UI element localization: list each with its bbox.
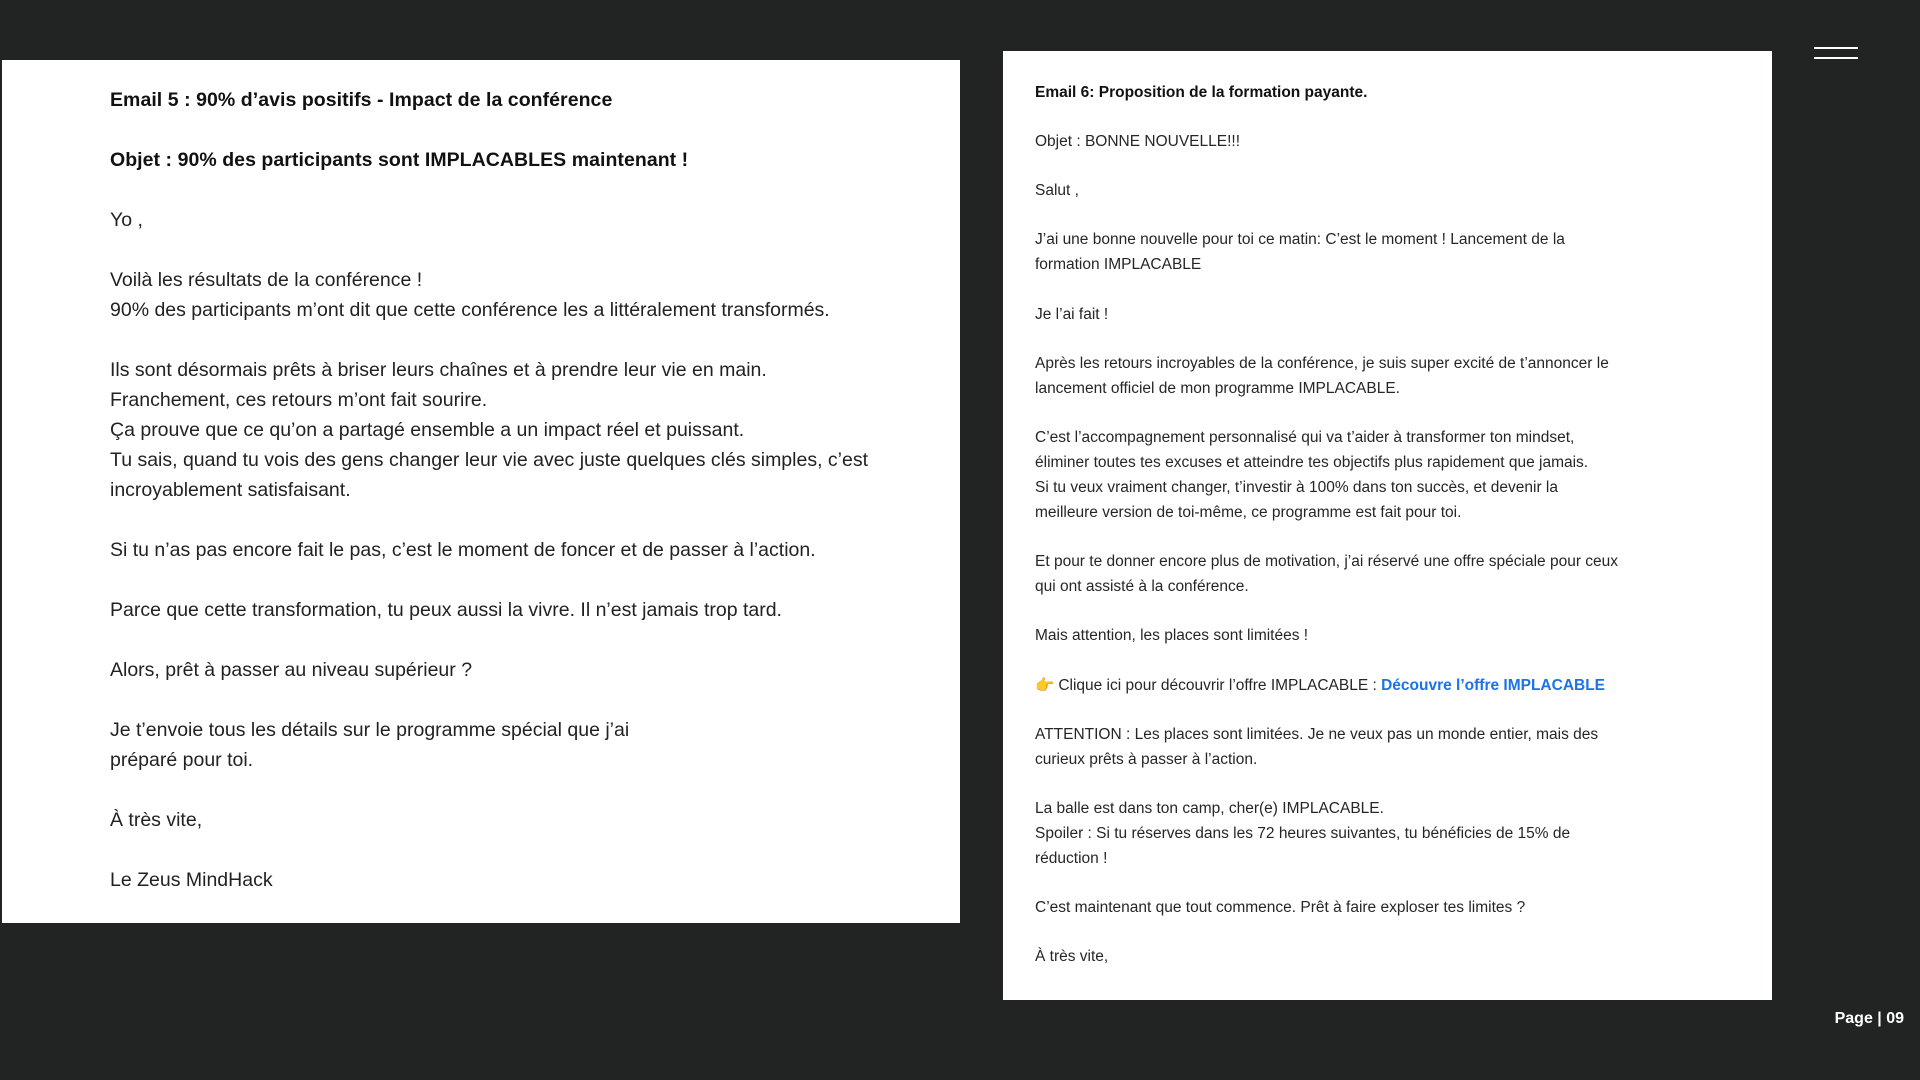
email-5-paragraph — [110, 535, 960, 565]
email-5-line: Yo , — [110, 209, 143, 231]
email-5-paragraph — [110, 655, 960, 685]
email-6-line: éliminer toutes tes excuses et atteindre tes objectifs plus rapidement que jamais. — [1035, 453, 1589, 471]
email-6-line: Objet : BONNE NOUVELLE!!! — [1035, 132, 1241, 150]
email-6-line: formation IMPLACABLE — [1035, 256, 1202, 274]
email-6-line: Spoiler : Si tu réserves dans les 72 heures suivantes, tu bénéficies de 15% de — [1035, 824, 1571, 842]
email-6-paragraph — [1035, 130, 1772, 155]
email-6-body-after — [1035, 723, 1772, 970]
email-6-line: C’est maintenant que tout commence. Prêt à faire exploser tes limites ? — [1035, 899, 1526, 917]
page-number: Page | 09 — [1834, 1010, 1904, 1027]
offer-link[interactable]: Découvre l’offre IMPLACABLE — [1381, 676, 1606, 694]
email-6-paragraph — [1035, 945, 1772, 970]
email-5-paragraph — [110, 595, 960, 625]
email-5-line: À très vite, — [110, 809, 203, 831]
email-5-line: Ils sont désormais prêts à briser leurs chaînes et à prendre leur vie en main. — [110, 359, 767, 381]
email-6-paragraph — [1035, 179, 1772, 204]
email-6-line: Et pour te donner encore plus de motivation, j’ai réservé une offre spéciale pour ceux — [1035, 552, 1619, 570]
email-5-line: Voilà les résultats de la conférence ! — [110, 269, 423, 291]
cta-text: Clique ici pour découvrir l’offre IMPLACABLE : — [1058, 676, 1382, 694]
email-5-line: Le Zeus MindHack — [110, 869, 273, 891]
email-6-line: ATTENTION : Les places sont limitées. Je ne veux pas un monde entier, mais des — [1035, 725, 1599, 743]
email-5-line: Parce que cette transformation, tu peux aussi la vivre. Il n’est jamais trop tard. — [110, 599, 782, 621]
menu-line — [1814, 47, 1858, 49]
email-5-line: incroyablement satisfaisant. — [110, 479, 351, 501]
email-6-paragraph — [1035, 624, 1772, 649]
email-6-line: réduction ! — [1035, 849, 1108, 867]
email-6-paragraph — [1035, 303, 1772, 328]
email-6-line: curieux prêts à passer à l’action. — [1035, 750, 1258, 768]
email-5-paragraph — [110, 205, 960, 235]
email-6-line: La balle est dans ton camp, cher(e) IMPLACABLE. — [1035, 800, 1384, 818]
email-6-line: Si tu veux vraiment changer, t’investir à 100% dans ton succès, et devenir la — [1035, 478, 1558, 496]
email-5-card — [2, 60, 960, 923]
email-5-paragraph — [110, 805, 960, 835]
email-5-paragraph — [110, 265, 960, 325]
menu-line — [1814, 57, 1858, 59]
email-6-paragraph — [1035, 426, 1772, 525]
email-5-line: Si tu n’as pas encore fait le pas, c’est le moment de foncer et de passer à l’action. — [110, 539, 816, 561]
email-6-paragraph — [1035, 896, 1772, 921]
email-5-line: 90% des participants m’ont dit que cette conférence les a littéralement transformés. — [110, 299, 830, 321]
email-6-line: Je l’ai fait ! — [1035, 305, 1109, 323]
email-6-line: C’est l’accompagnement personnalisé qui va t’aider à transformer ton mindset, — [1035, 429, 1575, 447]
email-5-line: Alors, prêt à passer au niveau supérieur ? — [110, 659, 473, 681]
email-6-line: lancement officiel de mon programme IMPLACABLE. — [1035, 379, 1400, 397]
email-6-body — [1035, 130, 1772, 649]
email-5-line: Franchement, ces retours m’ont fait sourire. — [110, 389, 488, 411]
email-6-line: Mais attention, les places sont limitées ! — [1035, 627, 1309, 645]
email-6-paragraph — [1035, 550, 1772, 600]
email-6-line: Après les retours incroyables de la conférence, je suis super excité de t’annoncer le — [1035, 354, 1609, 372]
email-5-line: préparé pour toi. — [110, 749, 254, 771]
email-6-paragraph — [1035, 797, 1772, 871]
email-6-paragraph — [1035, 228, 1772, 278]
email-6-line: Salut , — [1035, 181, 1079, 199]
email-6-line: meilleure version de toi-même, ce programme est fait pour toi. — [1035, 503, 1462, 521]
email-5-paragraph — [110, 715, 960, 775]
email-5-body — [110, 205, 960, 895]
email-5-subject: Objet : 90% des participants sont IMPLACABLES maintenant ! — [110, 149, 689, 171]
email-5-title: Email 5 : 90% d’avis positifs - Impact de la conférence — [110, 89, 613, 111]
email-6-paragraph — [1035, 352, 1772, 402]
email-6-title: Email 6: Proposition de la formation payante. — [1035, 84, 1368, 101]
email-6-paragraph — [1035, 723, 1772, 773]
email-5-paragraph — [110, 355, 960, 505]
pointing-hand-icon: 👉 — [1035, 676, 1055, 694]
email-6-line: À très vite, — [1035, 948, 1109, 966]
email-6-line: qui ont assisté à la conférence. — [1035, 577, 1249, 595]
email-6-line: J’ai une bonne nouvelle pour toi ce matin: C’est le moment ! Lancement de la — [1035, 231, 1565, 249]
hamburger-menu-icon[interactable] — [1814, 46, 1858, 62]
email-5-paragraph — [110, 865, 960, 895]
email-5-line: Ça prouve que ce qu’on a partagé ensemble a un impact réel et puissant. — [110, 419, 745, 441]
email-6-cta — [1035, 674, 1772, 699]
email-5-line: Tu sais, quand tu vois des gens changer leur vie avec juste quelques clés simples, c’est — [110, 449, 869, 471]
email-6-card — [1003, 51, 1772, 1000]
email-5-line: Je t’envoie tous les détails sur le programme spécial que j’ai — [110, 719, 630, 741]
